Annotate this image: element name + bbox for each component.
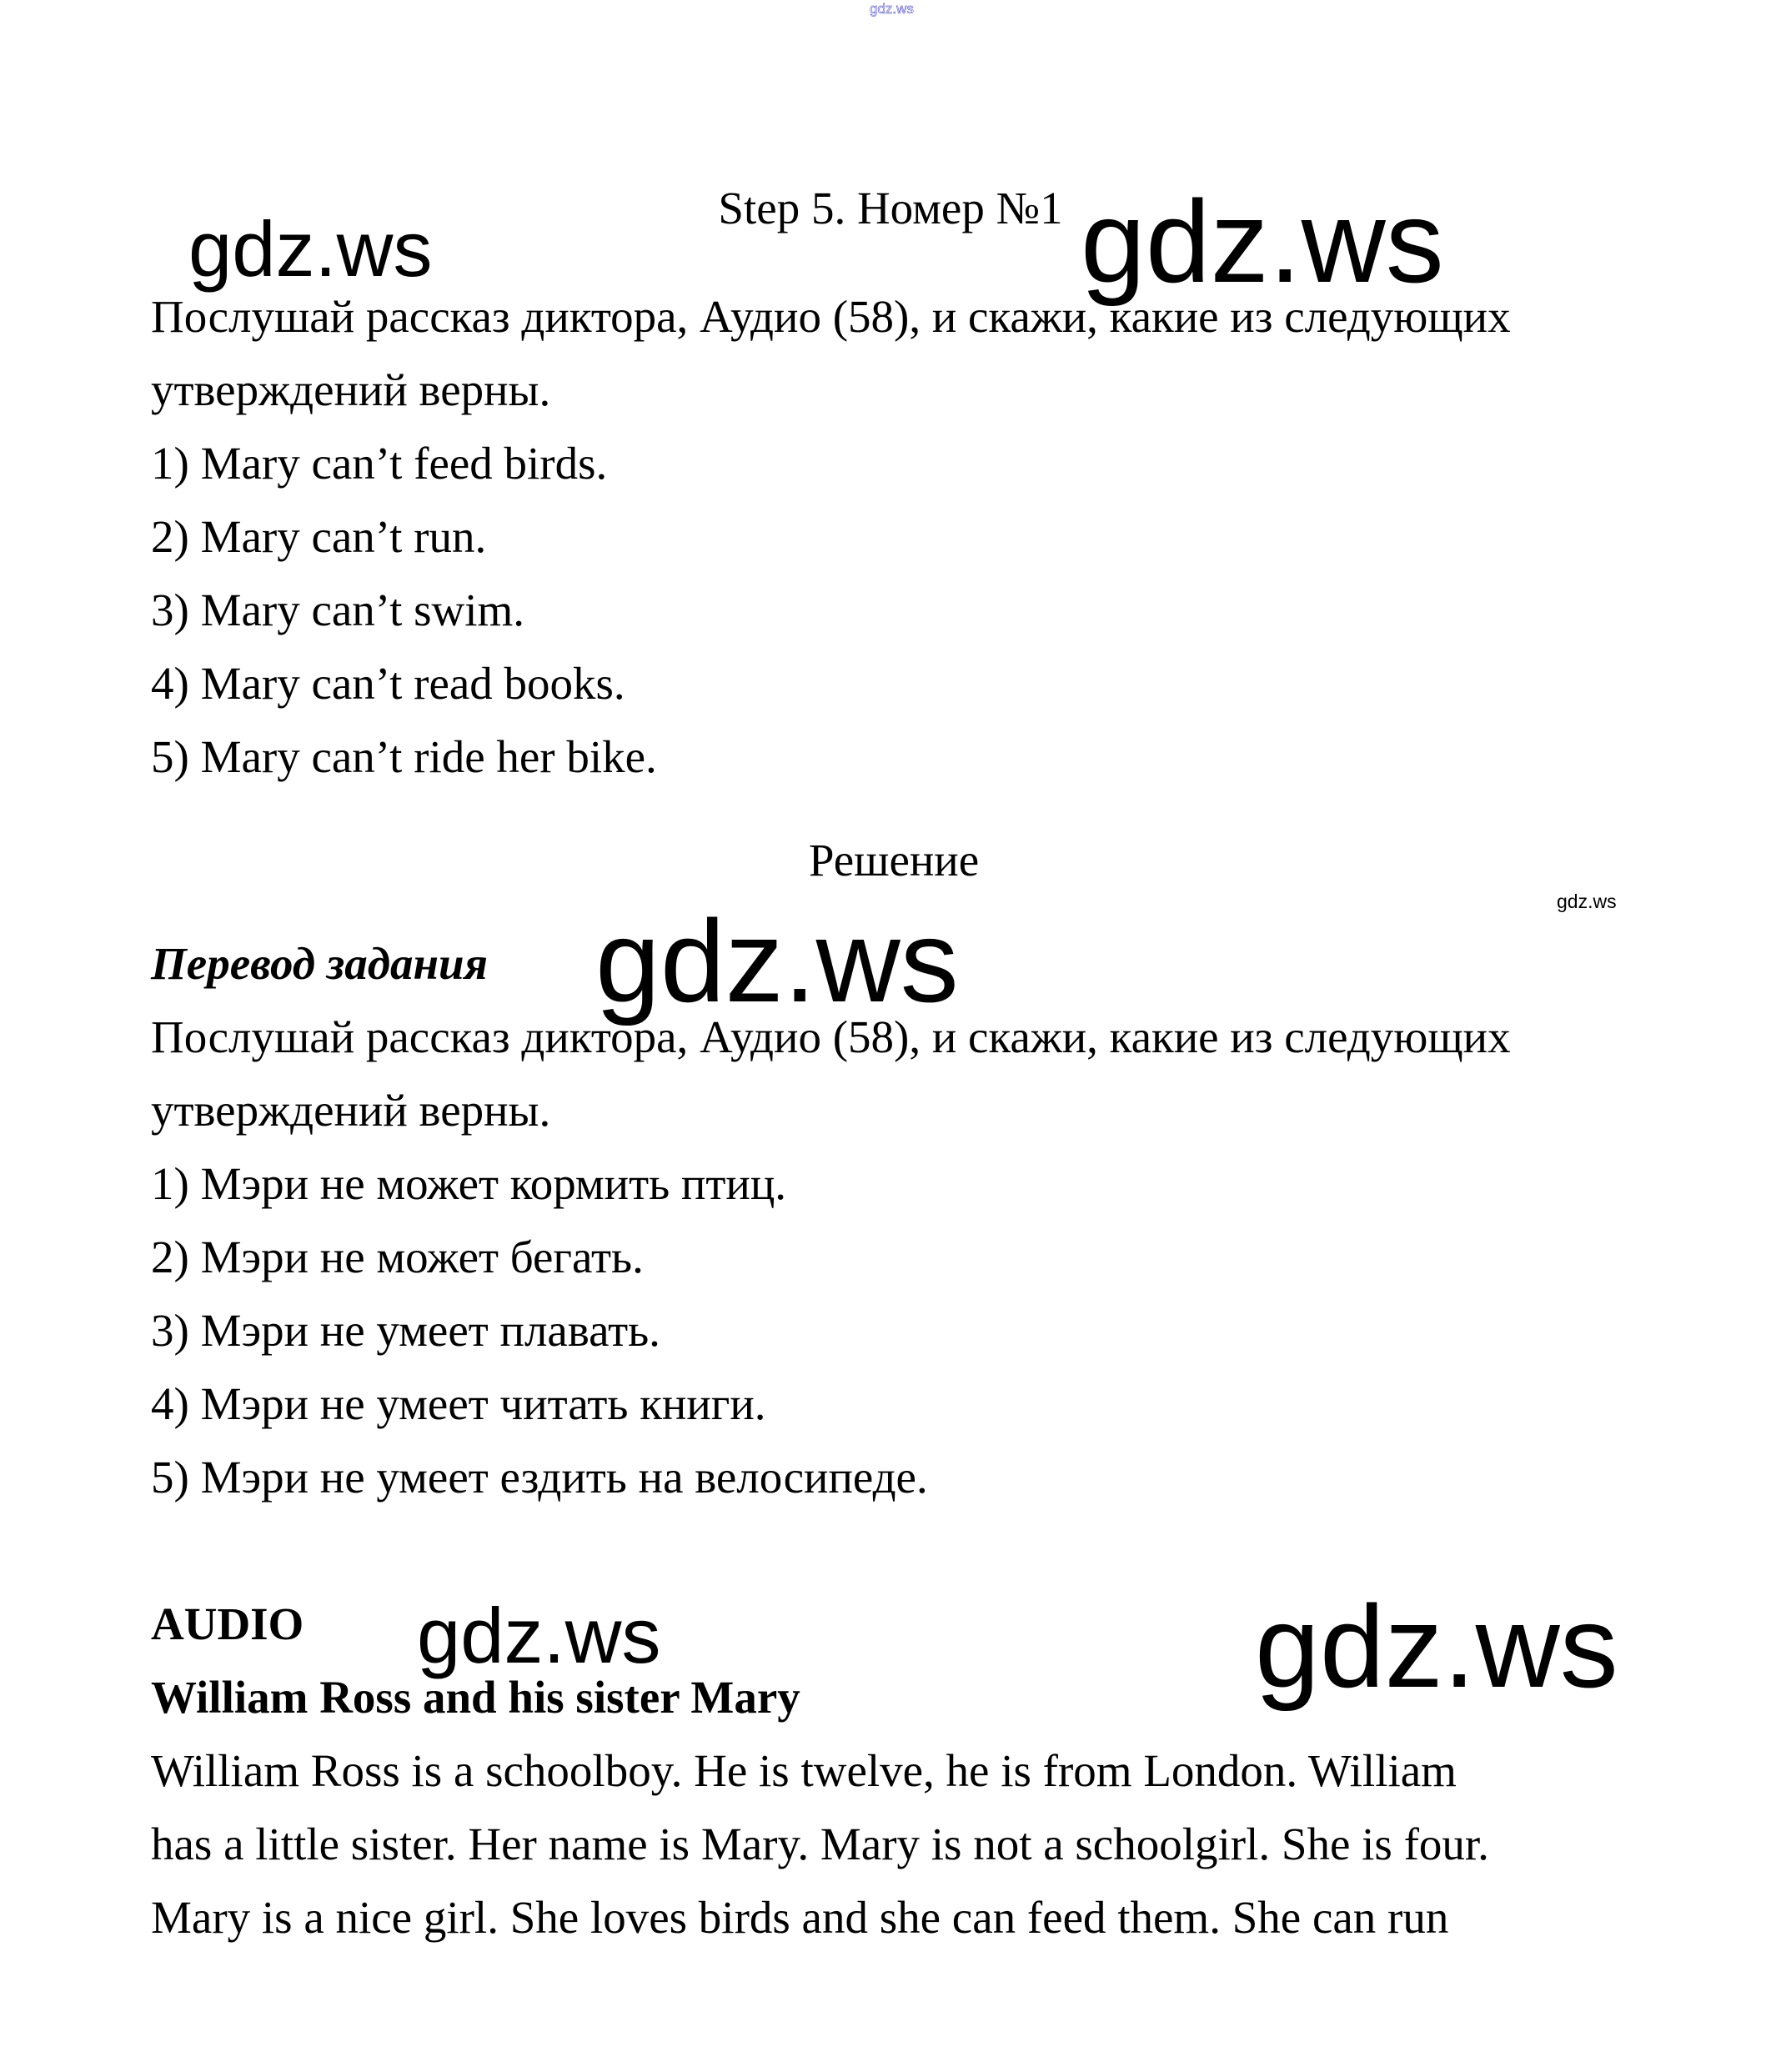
- solution-heading: Решение: [808, 835, 980, 885]
- audio-text: William Ross is a schoolboy. He is twelve, he is from London. William: [151, 1745, 1457, 1796]
- list-item: 4) Мэри не умеет читать книги.: [151, 1378, 766, 1429]
- list-item: 2) Mary can’t run.: [151, 511, 487, 562]
- list-item: 5) Mary can’t ride her bike.: [151, 731, 657, 782]
- watermark: gdz.ws: [188, 205, 433, 293]
- list-item: 3) Mary can’t swim.: [151, 584, 525, 635]
- translation-heading: Перевод задания: [151, 938, 488, 989]
- audio-title: William Ross and his sister Mary: [151, 1672, 800, 1723]
- audio-label: AUDIO: [151, 1598, 304, 1649]
- list-item: 5) Мэри не умеет ездить на велосипеде.: [151, 1452, 928, 1503]
- task-text: утверждений верны.: [151, 364, 551, 415]
- list-item: 3) Мэри не умеет плавать.: [151, 1305, 660, 1356]
- watermark: gdz.ws: [1255, 1581, 1618, 1712]
- watermark: gdz.ws: [417, 1592, 661, 1679]
- list-item: 1) Mary can’t feed birds.: [151, 438, 608, 489]
- watermark-small: gdz.ws: [1557, 891, 1617, 912]
- audio-text: Mary is a nice girl. She loves birds and she can feed them. She can run: [151, 1892, 1449, 1943]
- list-item: 1) Мэри не может кормить птиц.: [151, 1158, 787, 1209]
- translation-text: Послушай рассказ диктора, Аудио (58), и скажи, какие из следующих: [151, 1011, 1511, 1062]
- translation-text: утверждений верны.: [151, 1085, 551, 1136]
- audio-text: has a little sister. Her name is Mary. Mary is not a schoolgirl. She is four.: [151, 1819, 1489, 1869]
- task-text: Послушай рассказ диктора, Аудио (58), и скажи, какие из следующих: [151, 291, 1511, 342]
- watermark: gdz.ws: [1081, 176, 1444, 307]
- watermark: gdz.ws: [595, 896, 959, 1026]
- watermark-top: gdz.ws: [870, 1, 914, 17]
- list-item: 4) Mary can’t read books.: [151, 658, 625, 709]
- page-title: Step 5. Номер №1: [718, 183, 1063, 233]
- list-item: 2) Мэри не может бегать.: [151, 1232, 644, 1282]
